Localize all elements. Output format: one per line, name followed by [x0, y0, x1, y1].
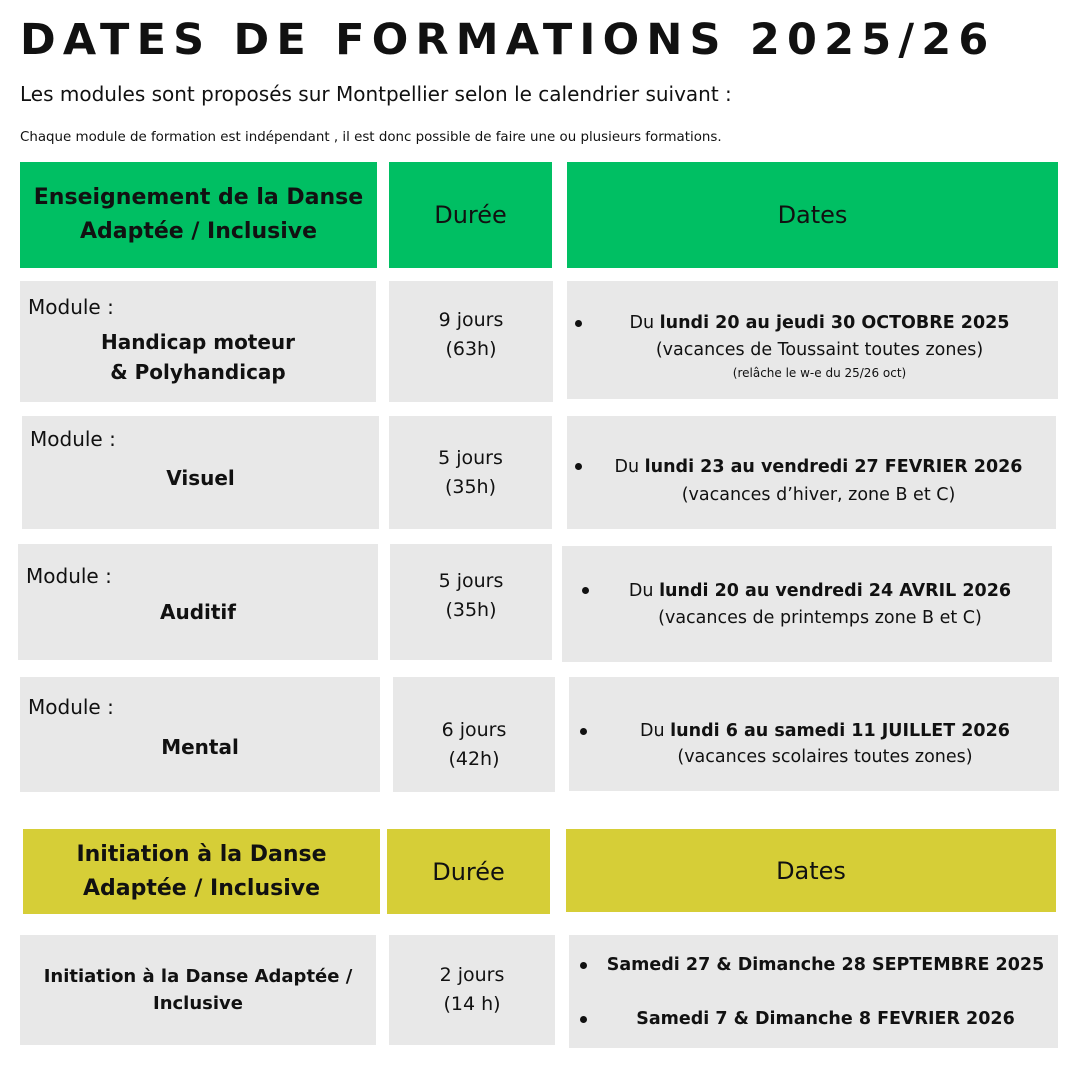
duration-days: 6 jours	[441, 718, 507, 741]
duration-hours: (42h)	[448, 747, 500, 770]
section1-header-title	[20, 162, 377, 268]
module-name: Auditif	[159, 600, 236, 624]
module-cell-mental	[20, 677, 380, 792]
module-name: Visuel	[166, 466, 235, 490]
initiation-name-line1: Initiation à la Danse Adaptée /	[43, 966, 353, 987]
duration-days: 5 jours	[438, 446, 503, 469]
date-note: (vacances scolaires toutes zones)	[677, 747, 973, 767]
initiation-name-cell	[20, 935, 376, 1045]
section2-header-title-line2: Adaptée / Inclusive	[82, 875, 321, 901]
page-subtitle: Les modules sont proposés sur Montpellier selon le calendrier suivant :	[20, 82, 732, 106]
section1-header-title-line2: Adaptée / Inclusive	[79, 219, 318, 244]
duration-days: 5 jours	[438, 570, 504, 592]
module-label: Module :	[26, 564, 112, 588]
module-label: Module :	[28, 695, 114, 719]
duration-hours: (63h)	[445, 337, 497, 360]
duration-days: 2 jours	[439, 964, 505, 986]
bullet-icon	[580, 962, 587, 969]
module-name: & Polyhandicap	[110, 360, 286, 384]
section1-header-dates: Dates	[567, 162, 1058, 268]
initiation-dates-cell	[569, 935, 1058, 1048]
duration-cell-visuel	[389, 416, 552, 529]
date-prefix: Du	[640, 721, 671, 741]
date-bold: lundi 6 au samedi 11 JUILLET 2026	[670, 721, 1010, 741]
section1-header-title-line1: Enseignement de la Danse	[33, 185, 364, 210]
initiation-date-2: Samedi 7 & Dimanche 8 FEVRIER 2026	[636, 1009, 1015, 1029]
section2-header-title-line1: Initiation à la Danse	[76, 841, 327, 867]
date-note: (vacances de printemps zone B et C)	[658, 608, 982, 628]
dates-cell-moteur	[567, 281, 1058, 399]
date-small-note: (relâche le w-e du 25/26 oct)	[732, 366, 907, 380]
bullet-icon	[582, 587, 589, 594]
dates-cell-mental	[569, 677, 1059, 791]
date-note: (vacances d’hiver, zone B et C)	[681, 485, 956, 505]
section2-header-duration: Durée	[387, 829, 550, 914]
section2-header-dates: Dates	[566, 829, 1056, 912]
dates-cell-auditif	[562, 546, 1052, 662]
section2-header-title	[23, 829, 380, 914]
module-label: Module :	[28, 295, 114, 319]
initiation-date-1: Samedi 27 & Dimanche 28 SEPTEMBRE 2025	[606, 955, 1045, 975]
duration-cell-moteur	[389, 281, 553, 402]
date-range	[592, 577, 1048, 605]
bullet-icon	[580, 1016, 587, 1023]
duration-cell-mental	[393, 677, 555, 792]
duration-days: 9 jours	[438, 308, 504, 331]
bullet-icon	[575, 320, 582, 327]
date-bold: lundi 23 au vendredi 27 FEVRIER 2026	[644, 457, 1023, 477]
duration-cell-auditif	[390, 544, 552, 660]
module-name: Handicap moteur	[100, 330, 296, 354]
info-note: Chaque module de formation est indépendant , il est donc possible de faire une ou plusieurs formations.	[20, 130, 722, 145]
duration-hours: (35h)	[445, 599, 497, 621]
date-prefix: Du	[629, 313, 660, 333]
module-cell-visuel	[22, 416, 379, 529]
section1-header-duration: Durée	[389, 162, 552, 268]
module-name: Mental	[161, 735, 239, 759]
date-range	[595, 717, 1055, 745]
module-cell-auditif	[18, 544, 378, 660]
date-prefix: Du	[628, 581, 660, 601]
date-note: (vacances de Toussaint toutes zones)	[655, 340, 984, 360]
bullet-icon	[575, 463, 582, 470]
date-bold: lundi 20 au vendredi 24 AVRIL 2026	[659, 581, 1012, 601]
duration-hours: (14 h)	[443, 993, 501, 1015]
module-cell-moteur	[20, 281, 376, 402]
initiation-name-line2: Inclusive	[153, 993, 243, 1014]
date-range	[585, 453, 1052, 481]
module-label: Module :	[30, 427, 116, 451]
bullet-icon	[580, 728, 587, 735]
dates-cell-visuel	[567, 416, 1056, 529]
date-range	[585, 309, 1054, 337]
duration-hours: (35h)	[444, 475, 497, 498]
date-bold: lundi 20 au jeudi 30 OCTOBRE 2025	[659, 313, 1010, 333]
initiation-duration-cell	[389, 935, 555, 1045]
page-title: DATES DE FORMATIONS 2025/26	[20, 15, 996, 65]
date-prefix: Du	[614, 457, 645, 477]
